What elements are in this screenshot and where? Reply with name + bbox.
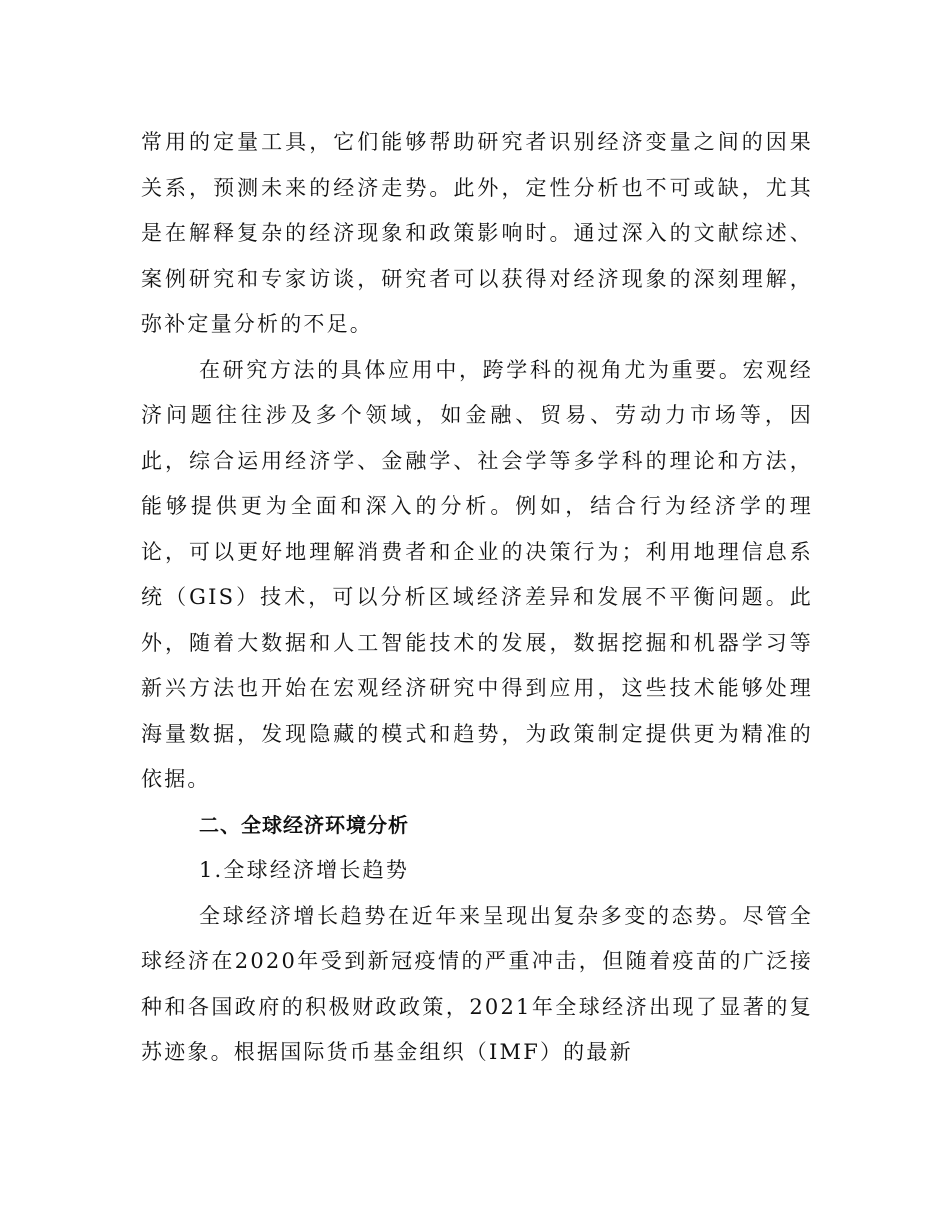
section-heading: 二、全球经济环境分析 — [199, 812, 409, 837]
paragraph-research-methods: 在研究方法的具体应用中，跨学科的视角尤为重要。宏观经济问题往往涉及多个领域，如金融、贸易、劳动力市场等，因此，综合运用经济学、金融学、社会学等多学科的理论和方法，能够提供更为全面和深入的分析。例如，结合行为经济学的理论，可以更好地理解消费者和企业的决策行为；利用地理信息系统（GIS）技术，可以分析区域经济差异和发展不平衡问题。此外，随着大数据和人工智能技术的发展，数据挖掘和机器学习等新兴方法也开始在宏观经济研究中得到应用，这些技术能够处理海量数据，发现隐藏的模式和趋势，为政策制定提供更为精准的依据。 — [141, 357, 813, 791]
paragraph-continuation: 常用的定量工具，它们能够帮助研究者识别经济变量之间的因果关系，预测未来的经济走势。此外，定性分析也不可或缺，尤其是在解释复杂的经济现象和政策影响时。通过深入的文献综述、案例研究和专家访谈，研究者可以获得对经济现象的深刻理解，弥补定量分析的不足。 — [141, 130, 813, 336]
subsection-heading: 1.全球经济增长趋势 — [199, 858, 410, 882]
document-body — [141, 120, 813, 1076]
paragraph-global-growth: 全球经济增长趋势在近年来呈现出复杂多变的态势。尽管全球经济在2020年受到新冠疫情的严重冲击，但随着疫苗的广泛接种和各国政府的积极财政政策，2021年全球经济出现了显著的复苏迹象。根据国际货币基金组织（IMF）的最新 — [141, 903, 813, 1064]
